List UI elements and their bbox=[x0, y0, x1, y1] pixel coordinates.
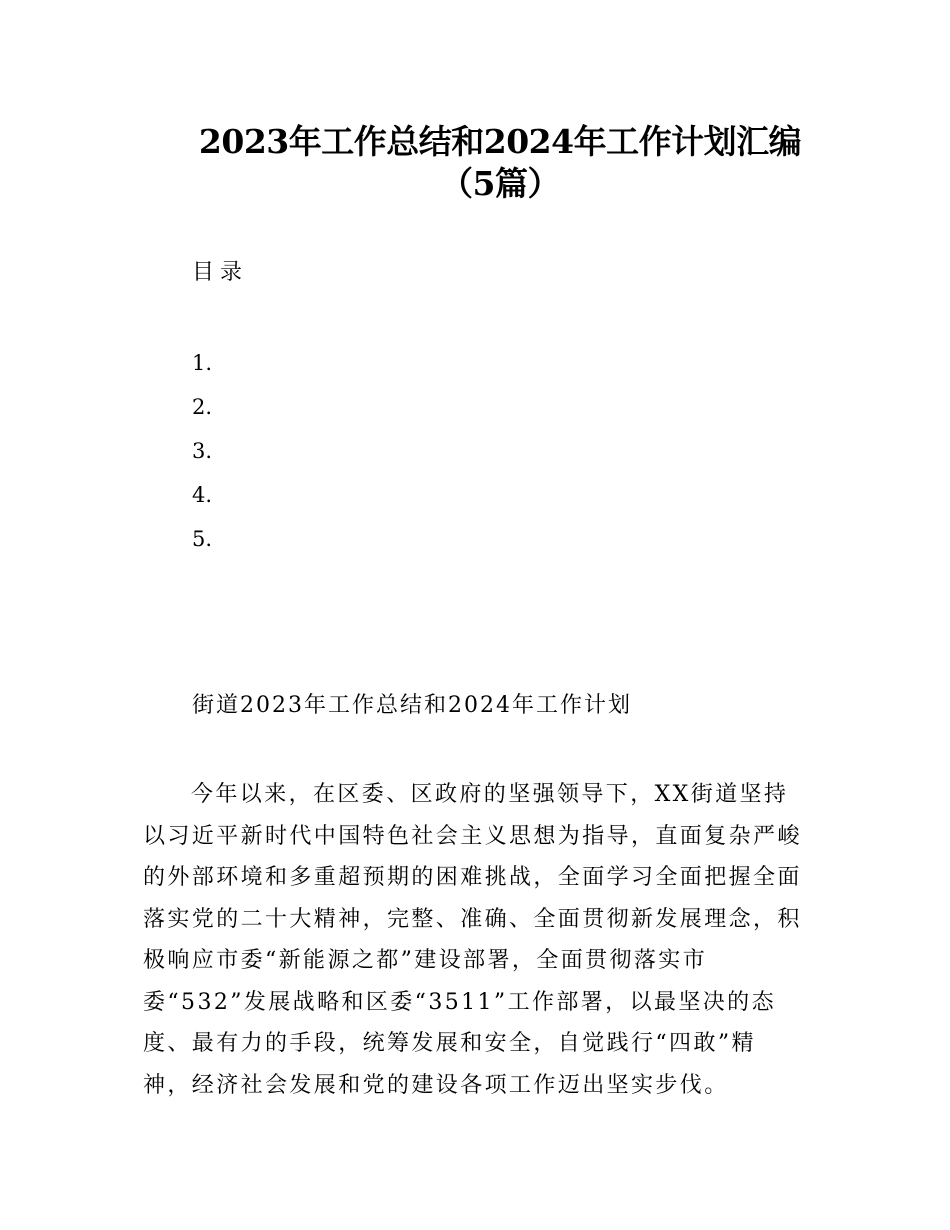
section-title: 街道2023年工作总结和2024年工作计划 bbox=[192, 693, 632, 718]
toc-item: 3. bbox=[192, 439, 213, 463]
toc-list bbox=[192, 341, 212, 561]
paragraph-line: 极响应市委“新能源之都”建设部署，全面贯彻落实市 bbox=[143, 948, 708, 973]
document-title-subtitle: （5篇） bbox=[440, 164, 560, 203]
paragraph-line: 度、最有力的手段，统筹发展和安全，自觉践行“四敢”精 bbox=[143, 1031, 756, 1056]
toc-item: 5. bbox=[192, 527, 213, 551]
toc-item: 2. bbox=[192, 395, 213, 419]
paragraph-line: 委“532”发展战略和区委“3511”工作部署，以最坚决的态 bbox=[143, 989, 776, 1015]
document-title: 2023年工作总结和2024年工作计划汇编 bbox=[198, 122, 802, 161]
paragraph-line: 神，经济社会发展和党的建设各项工作迈出坚实步伐。 bbox=[143, 1072, 729, 1098]
paragraph-line: 落实党的二十大精神，完整、准确、全面贯彻新发展理念，积 bbox=[143, 906, 802, 932]
paragraph-line: 今年以来，在区委、区政府的坚强领导下，XX街道坚持 bbox=[191, 782, 789, 807]
paragraph-line: 以习近平新时代中国特色社会主义思想为指导，直面复杂严峻 bbox=[143, 823, 802, 849]
toc-item: 4. bbox=[192, 483, 213, 507]
body-paragraph bbox=[143, 774, 808, 1106]
toc-item: 1. bbox=[192, 351, 213, 375]
toc-heading: 目录 bbox=[192, 260, 249, 285]
paragraph-line: 的外部环境和多重超预期的困难挑战，全面学习全面把握全面 bbox=[143, 865, 802, 890]
